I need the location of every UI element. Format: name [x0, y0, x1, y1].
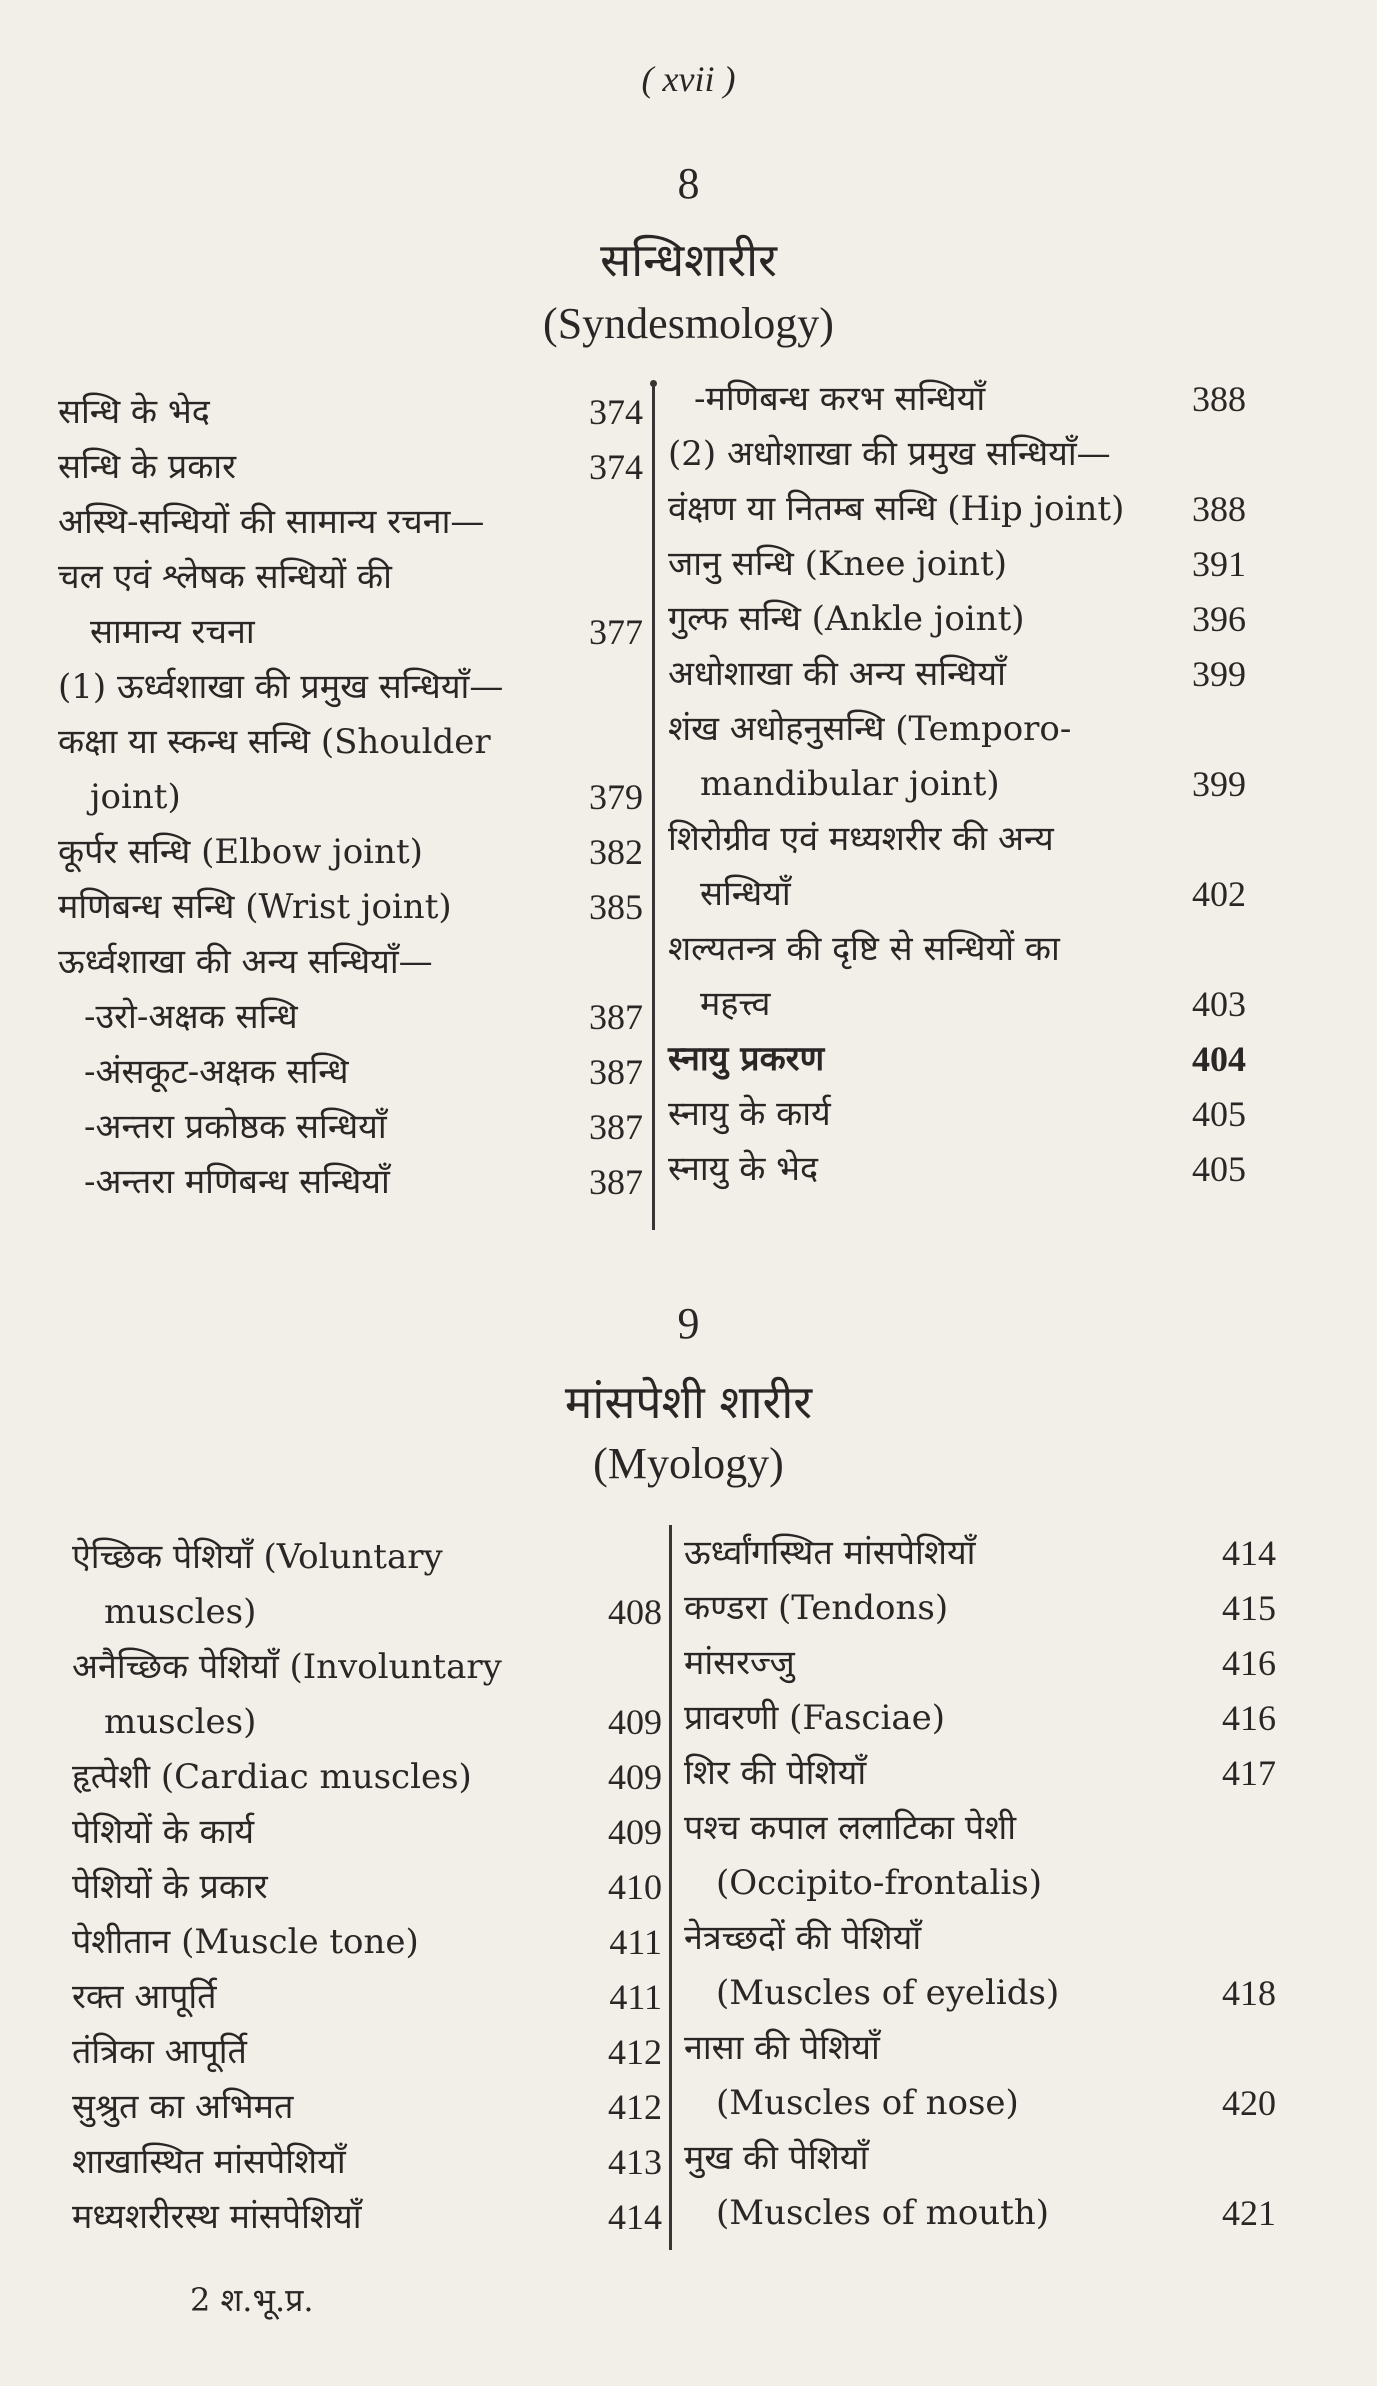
toc-entry	[668, 372, 1246, 427]
chapter-8-number: 8	[677, 159, 700, 208]
chapter-9-number: 9	[677, 1299, 700, 1348]
page-number: ( xvii )	[641, 59, 736, 99]
toc-entry-title: अधोशाखा की अन्य सन्धियाँ	[668, 654, 1006, 694]
toc-entry-page: 404	[1192, 1039, 1246, 1079]
toc-entry-page: 388	[1192, 379, 1246, 419]
toc-entry-title: मांसरज्जु	[684, 1643, 795, 1683]
toc-entry-page: 413	[608, 2142, 662, 2182]
toc-entry-page: 399	[1192, 764, 1246, 804]
toc-entry	[72, 2025, 662, 2080]
toc-entry	[58, 715, 643, 825]
toc-entry	[684, 1911, 1276, 2021]
toc-entry-page: 415	[1222, 1588, 1276, 1628]
toc-entry-title: -उरो-अक्षक सन्धि	[84, 997, 298, 1037]
toc-entry-title: जानु सन्धि (Knee joint)	[668, 544, 1007, 584]
toc-entry-page: 403	[1192, 984, 1246, 1024]
toc-entry-page: 414	[1222, 1533, 1276, 1573]
toc-entry	[72, 1750, 662, 1805]
toc-entry-title: (2) अधोशाखा की प्रमुख सन्धियाँ—	[668, 434, 1111, 474]
toc-entry	[684, 2131, 1276, 2241]
toc-entry-page: 391	[1192, 544, 1246, 584]
toc-entry-title: (Occipito-frontalis)	[716, 1863, 1042, 1903]
toc-entry-page: 409	[608, 1757, 662, 1797]
toc-entry	[72, 1970, 662, 2025]
toc-entry	[58, 1155, 643, 1210]
toc-entry-title: स्नायु के भेद	[668, 1149, 819, 1189]
chapter-9-left-column	[72, 1530, 662, 2245]
toc-entry-title: नासा की पेशियाँ	[684, 2028, 880, 2068]
toc-entry-page: 379	[589, 777, 643, 817]
toc-entry-title: शिरोग्रीव एवं मध्यशरीर की अन्य	[668, 819, 1054, 859]
toc-entry-page: 374	[589, 392, 643, 432]
toc-entry	[668, 537, 1246, 592]
toc-entry	[684, 2021, 1276, 2131]
toc-entry-title: -मणिबन्ध करभ सन्धियाँ	[694, 379, 986, 419]
toc-entry-title: joint)	[90, 777, 181, 817]
toc-entry-page: 387	[589, 1052, 643, 1092]
toc-entry-page: 387	[589, 1162, 643, 1202]
toc-entry-title: -अन्तरा मणिबन्ध सन्धियाँ	[84, 1162, 390, 1202]
toc-entry-page: 385	[589, 887, 643, 927]
toc-entry-title: शल्यतन्त्र की दृष्टि से सन्धियों का	[668, 929, 1060, 969]
toc-entry-title: (Muscles of eyelids)	[716, 1973, 1060, 2013]
toc-entry	[668, 482, 1246, 537]
toc-entry	[668, 1142, 1246, 1197]
chapter-8-title-english: (Syndesmology)	[543, 299, 834, 348]
toc-entry-title: हृत्पेशी (Cardiac muscles)	[72, 1757, 472, 1797]
toc-entry-title: सुश्रुत का अभिमत	[72, 2087, 294, 2127]
toc-entry-page: 409	[608, 1702, 662, 1742]
toc-entry	[668, 812, 1246, 922]
toc-entry-title: चल एवं श्लेषक सन्धियों की	[58, 557, 392, 597]
toc-entry-page: 387	[589, 1107, 643, 1147]
toc-entry	[58, 935, 643, 990]
toc-entry	[668, 1087, 1246, 1142]
toc-entry-page: 382	[589, 832, 643, 872]
chapter-8-title-hindi: सन्धिशारीर	[600, 233, 777, 287]
toc-entry-page: 420	[1222, 2083, 1276, 2123]
toc-entry-title: तंत्रिका आपूर्ति	[72, 2032, 247, 2072]
chapter-9-right-column	[684, 1526, 1276, 2241]
toc-entry-title: (1) ऊर्ध्वशाखा की प्रमुख सन्धियाँ—	[58, 667, 504, 707]
toc-entry-page: 418	[1222, 1973, 1276, 2013]
toc-entry-page: 405	[1192, 1149, 1246, 1189]
toc-entry-title: महत्त्व	[700, 984, 771, 1024]
toc-entry	[684, 1636, 1276, 1691]
toc-entry-title: -अंसकूट-अक्षक सन्धि	[84, 1052, 349, 1092]
toc-entry	[72, 1805, 662, 1860]
toc-entry-title: वंक्षण या नितम्ब सन्धि (Hip joint)	[668, 489, 1125, 529]
toc-entry-page: 396	[1192, 599, 1246, 639]
toc-entry-page: 387	[589, 997, 643, 1037]
toc-entry-title: पेशियों के प्रकार	[72, 1867, 268, 1907]
toc-entry-title: -अन्तरा प्रकोष्ठक सन्धियाँ	[84, 1107, 387, 1147]
toc-entry-page: 421	[1222, 2193, 1276, 2233]
toc-entry-title: मुख की पेशियाँ	[684, 2138, 869, 2178]
toc-entry	[72, 1530, 662, 1640]
toc-entry-page: 405	[1192, 1094, 1246, 1134]
toc-entry	[668, 1032, 1246, 1087]
toc-entry-title: मध्यशरीरस्थ मांसपेशियाँ	[72, 2197, 362, 2237]
toc-entry-title: ऊर्ध्वांगस्थित मांसपेशियाँ	[684, 1533, 976, 1573]
toc-entry	[58, 550, 643, 660]
toc-entry	[72, 1640, 662, 1750]
toc-entry-title: शंख अधोहनुसन्धि (Temporo-	[668, 709, 1072, 749]
toc-entry-title: कूर्पर सन्धि (Elbow joint)	[58, 832, 423, 872]
toc-entry-page: 416	[1222, 1643, 1276, 1683]
toc-entry-page: 416	[1222, 1698, 1276, 1738]
toc-entry	[72, 2135, 662, 2190]
toc-entry-title: सन्धि के प्रकार	[58, 447, 237, 487]
toc-entry-title: mandibular joint)	[700, 764, 1000, 804]
toc-entry-page: 417	[1222, 1753, 1276, 1793]
toc-entry	[58, 825, 643, 880]
toc-entry-title: सन्धि के भेद	[58, 392, 210, 432]
toc-entry-page: 377	[589, 612, 643, 652]
toc-entry-title: पेशियों के कार्य	[72, 1812, 255, 1852]
toc-entry-title: (Muscles of mouth)	[716, 2193, 1050, 2233]
toc-entry-page: 399	[1192, 654, 1246, 694]
toc-entry	[668, 647, 1246, 702]
chapter-8-right-column	[668, 372, 1246, 1197]
toc-entry-page: 388	[1192, 489, 1246, 529]
toc-entry-title: नेत्रच्छदों की पेशियाँ	[684, 1918, 922, 1958]
toc-entry-title: muscles)	[104, 1702, 257, 1742]
toc-entry-title: सामान्य रचना	[90, 612, 255, 652]
toc-entry-title: प्रावरणी (Fasciae)	[684, 1698, 945, 1738]
toc-entry	[72, 2080, 662, 2135]
toc-entry	[58, 990, 643, 1045]
toc-entry	[684, 1581, 1276, 1636]
toc-entry-page: 414	[608, 2197, 662, 2237]
chapter-8-left-column	[58, 385, 643, 1210]
toc-entry	[684, 1526, 1276, 1581]
toc-entry-title: muscles)	[104, 1592, 257, 1632]
toc-entry	[72, 2190, 662, 2245]
toc-entry-page: 411	[609, 1922, 662, 1962]
toc-entry-page: 412	[608, 2032, 662, 2072]
chapter-9-title-hindi: मांसपेशी शारीर	[564, 1375, 813, 1429]
toc-entry	[668, 922, 1246, 1032]
toc-entry	[668, 702, 1246, 812]
toc-entry	[684, 1691, 1276, 1746]
toc-entry-title: कण्डरा (Tendons)	[684, 1588, 949, 1628]
toc-entry	[58, 440, 643, 495]
toc-entry-title: ऐच्छिक पेशियाँ (Voluntary	[72, 1537, 443, 1577]
toc-entry-title: पश्च कपाल ललाटिका पेशी	[684, 1808, 1017, 1848]
toc-entry-page: 410	[608, 1867, 662, 1907]
chapter-9-column-divider	[669, 1525, 672, 2250]
toc-entry	[72, 1915, 662, 1970]
toc-entry	[668, 592, 1246, 647]
toc-entry-page: 411	[609, 1977, 662, 2017]
toc-entry-page: 408	[608, 1592, 662, 1632]
toc-entry	[684, 1746, 1276, 1801]
toc-entry-title: अस्थि-सन्धियों की सामान्य रचना—	[58, 502, 485, 542]
toc-entry	[58, 495, 643, 550]
toc-entry	[668, 427, 1246, 482]
toc-entry-page: 374	[589, 447, 643, 487]
toc-entry-title: रक्त आपूर्ति	[72, 1977, 217, 2017]
toc-entry-page: 409	[608, 1812, 662, 1852]
toc-entry-title: शिर की पेशियाँ	[684, 1753, 867, 1793]
toc-entry-title: कक्षा या स्कन्ध सन्धि (Shoulder	[58, 722, 491, 762]
toc-entry-title: गुल्फ सन्धि (Ankle joint)	[668, 599, 1025, 639]
toc-entry-title: स्नायु के कार्य	[668, 1094, 831, 1134]
toc-entry-title: अनैच्छिक पेशियाँ (Involuntary	[72, 1647, 502, 1687]
toc-entry-page: 412	[608, 2087, 662, 2127]
toc-entry-title: शाखास्थित मांसपेशियाँ	[72, 2142, 346, 2182]
toc-entry	[58, 880, 643, 935]
toc-entry	[58, 660, 643, 715]
toc-entry	[72, 1860, 662, 1915]
toc-entry-title: स्नायु प्रकरण	[668, 1039, 825, 1079]
toc-entry-page: 402	[1192, 874, 1246, 914]
toc-entry	[58, 1045, 643, 1100]
toc-entry	[58, 385, 643, 440]
toc-entry-title: ऊर्ध्वशाखा की अन्य सन्धियाँ—	[58, 942, 433, 982]
footer-signature: 2 श.भू.प्र.	[190, 2281, 314, 2319]
toc-entry-title: पेशीतान (Muscle tone)	[72, 1922, 419, 1962]
toc-entry	[58, 1100, 643, 1155]
toc-entry-title: मणिबन्ध सन्धि (Wrist joint)	[58, 887, 452, 927]
toc-entry-title: (Muscles of nose)	[716, 2083, 1019, 2123]
toc-entry-title: सन्धियाँ	[700, 874, 791, 914]
chapter-9-title-english: (Myology)	[593, 1439, 784, 1488]
toc-entry	[684, 1801, 1276, 1911]
chapter-8-column-divider	[652, 385, 655, 1230]
